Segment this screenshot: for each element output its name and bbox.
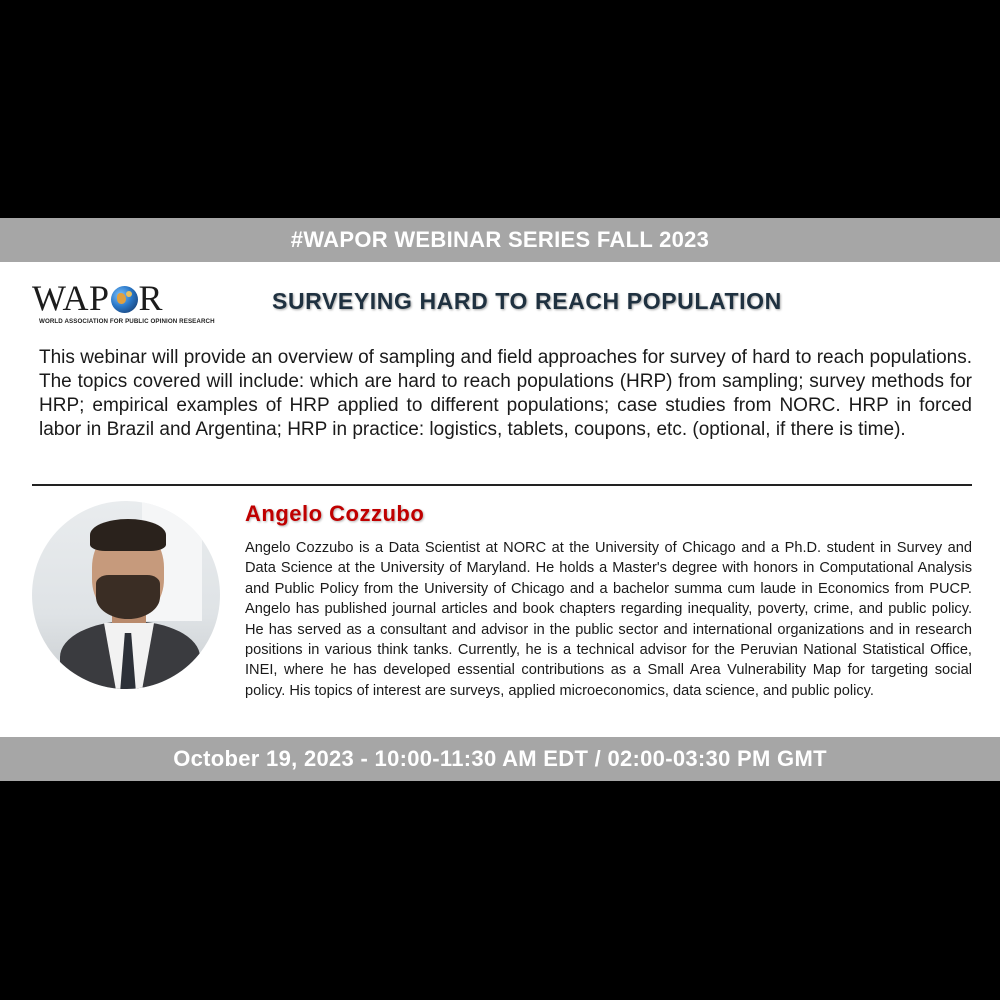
series-banner bbox=[0, 218, 1000, 262]
webinar-flyer bbox=[0, 218, 1000, 781]
series-title: #WAPOR WEBINAR SERIES FALL 2023 bbox=[290, 227, 710, 252]
speaker-bio: Angelo Cozzubo is a Data Scientist at NORC at the University of Chicago and a Ph.D. student in Survey and Data Science at the University of Maryland. He holds a Master's degree with honors in Computational Analysis and Public Policy from the University of Chicago and a bachelor summa cum laude in Economics from PUCP. Angelo has published journal articles and book chapters regarding inequality, poverty, crime, and public policy. He has served as a consultant and advisor in the public sector and international organizations and in research positions in various think tanks. Currently, he is a technical advisor for the Peruvian National Statistical Office, INEI, where he has developed essential contributions as a Small Area Vulnerability Map for targeting social policy. His topics of interest are surveys, applied microeconomics, data science, and public policy. bbox=[245, 540, 972, 699]
wapor-logo bbox=[32, 278, 215, 328]
date-banner bbox=[0, 737, 1000, 781]
webinar-title: SURVEYING HARD TO REACH POPULATION bbox=[272, 288, 782, 314]
divider bbox=[32, 484, 972, 486]
event-datetime: October 19, 2023 - 10:00-11:30 AM EDT / 02:00-03:30 PM GMT bbox=[173, 746, 827, 771]
webinar-description: This webinar will provide an overview of sampling and field approaches for survey of hard to reach populations. The topics covered will include: which are hard to reach populations (HRP) from sampling; survey methods for HRP; empirical examples of HRP applied to different populations; case studies from NORC. HRP in forced labor in Brazil and Argentina; HRP in practice: logistics, tablets, coupons, etc. (optional, if there is time). bbox=[39, 347, 972, 440]
speaker-name: Angelo Cozzubo bbox=[245, 501, 425, 526]
logo-tagline: WORLD ASSOCIATION FOR PUBLIC OPINION RESEARCH bbox=[39, 318, 215, 325]
logo-wordmark: WAP R bbox=[32, 278, 164, 318]
globe-icon bbox=[111, 286, 138, 313]
speaker-photo bbox=[32, 501, 220, 689]
